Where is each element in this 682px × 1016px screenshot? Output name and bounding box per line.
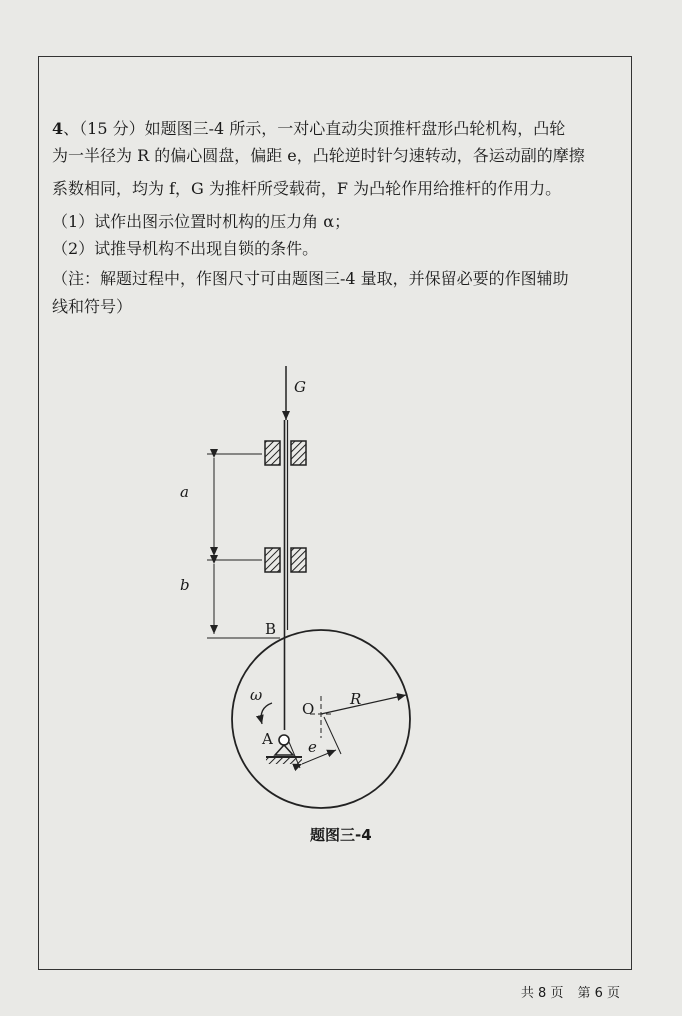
rotation-arrow: [261, 703, 272, 724]
pivot-support: [275, 745, 293, 755]
label-O: O: [302, 700, 315, 718]
lower-guide-left: [265, 548, 280, 572]
current-page: 第 6 页: [577, 986, 620, 1001]
question-number: 4: [52, 119, 64, 138]
label-b: b: [180, 576, 190, 594]
label-a: a: [180, 483, 189, 501]
sub-question-1: （1）试作出图示位置时机构的压力角 α；: [52, 212, 351, 231]
upper-guide-right: [291, 441, 306, 465]
page-footer: [521, 982, 620, 1001]
question-text-1: 如题图三-4 所示，一对心直动尖顶推杆盘形凸轮机构，凸轮: [144, 119, 566, 138]
question-line-3: 系数相同，均为 f，G 为推杆所受载荷，F 为凸轮作用给推杆的作用力。: [52, 179, 562, 198]
label-A: A: [262, 730, 273, 748]
cam-disc: [232, 630, 410, 808]
pivot-A: [279, 735, 289, 745]
radius-line: [321, 695, 406, 714]
figure-caption: 题图三-4: [310, 826, 372, 844]
lower-guide-right: [291, 548, 306, 572]
upper-guide-left: [265, 441, 280, 465]
note-line-2: 线和符号）: [52, 297, 133, 316]
note-line-1: （注：解题过程中，作图尺寸可由题图三-4 量取，并保留必要的作图辅助: [52, 269, 569, 288]
label-R: R: [350, 690, 362, 708]
label-G: G: [294, 378, 306, 396]
question-points: 、（15 分）: [63, 119, 145, 138]
question-line-2: 为一半径为 R 的偏心圆盘，偏距 e，凸轮逆时针匀速转动，各运动副的摩擦: [52, 146, 585, 165]
label-omega: ω: [250, 686, 263, 704]
total-pages: 共 8 页: [520, 986, 564, 1001]
eccentricity-ext-O: [324, 717, 341, 754]
label-B: B: [265, 620, 277, 638]
label-e: e: [308, 738, 317, 756]
sub-question-2: （2）试推导机构不出现自锁的条件。: [52, 239, 319, 258]
